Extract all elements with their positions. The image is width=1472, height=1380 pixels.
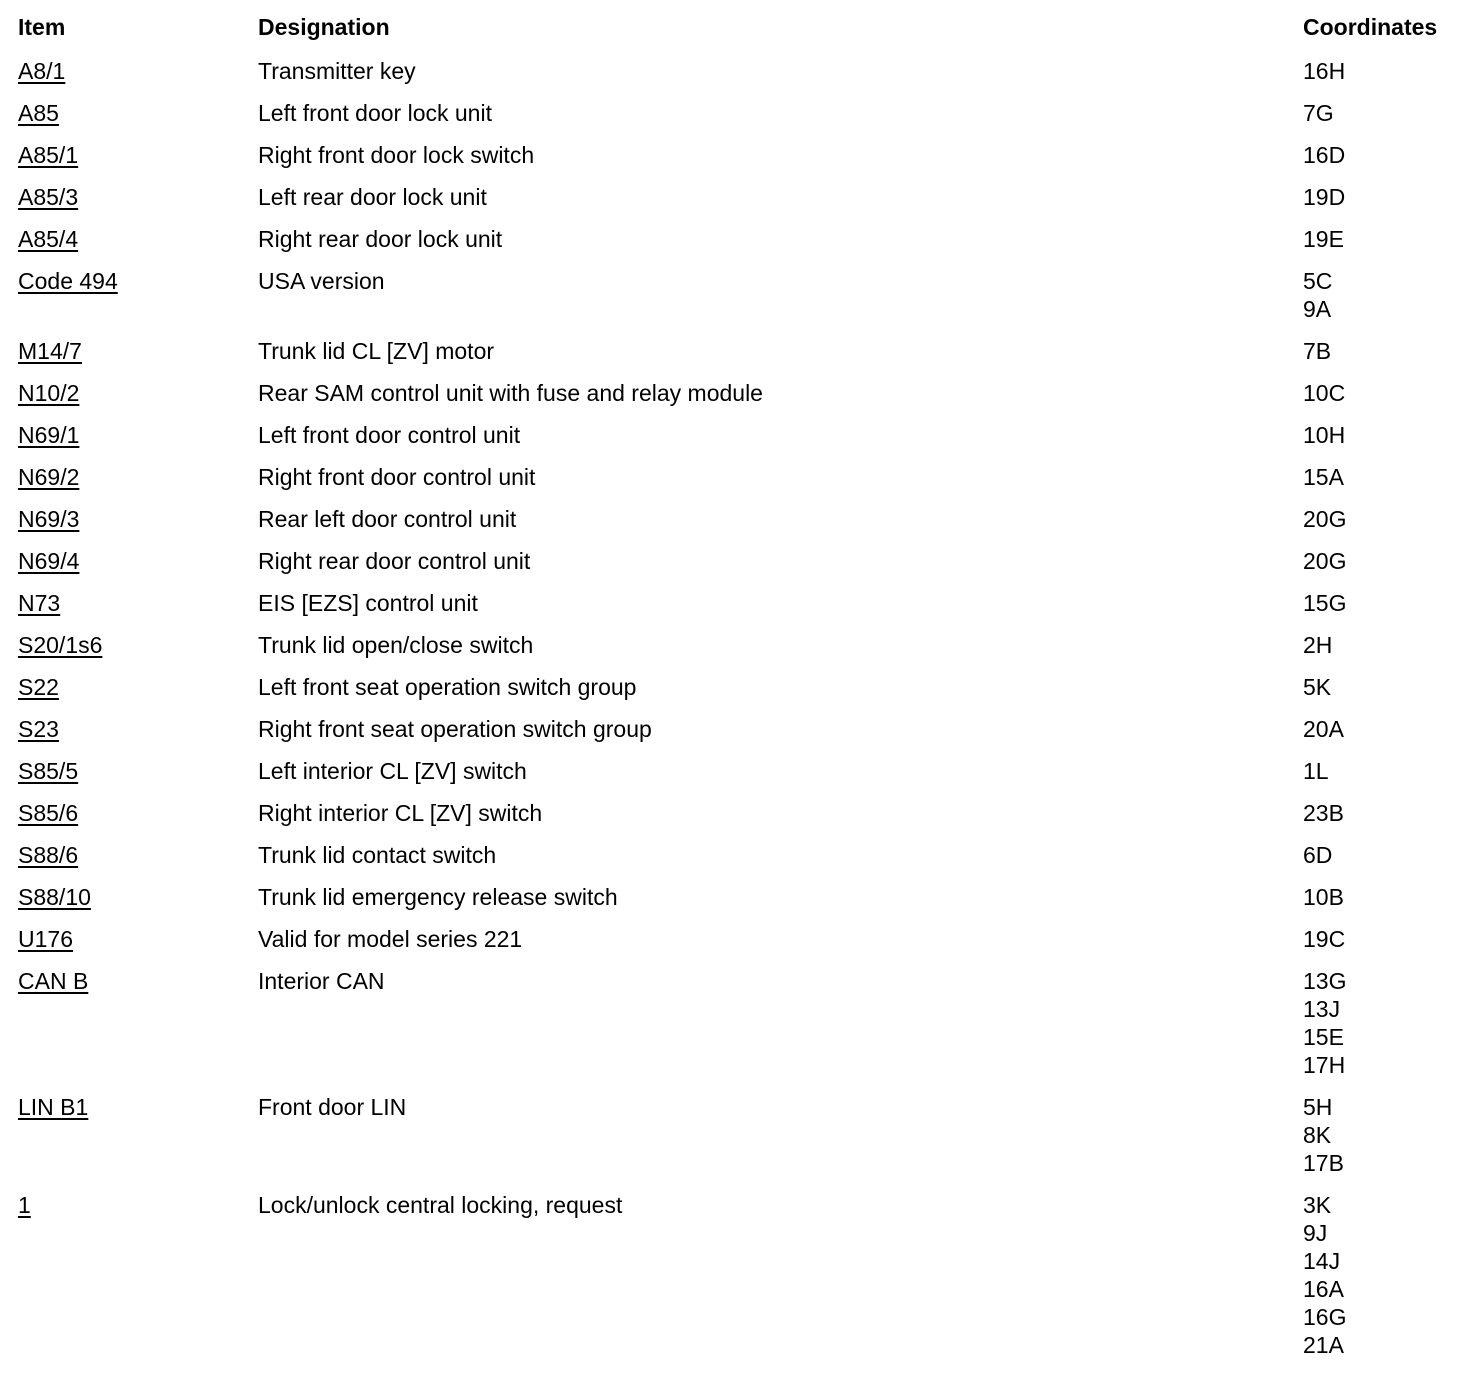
designation-cell: Rear left door control unit	[258, 506, 517, 532]
coordinate-value: 20A	[1303, 716, 1344, 742]
table-row	[0, 533, 1472, 575]
item-link[interactable]: A85/3	[18, 184, 79, 210]
coordinate-value: 16G	[1303, 1304, 1347, 1330]
table-row	[0, 253, 1472, 323]
table-row	[0, 617, 1472, 659]
coordinates-cell	[1303, 225, 1344, 253]
coordinate-value: 20G	[1303, 506, 1347, 532]
table-row	[0, 365, 1472, 407]
designation-cell: Right interior CL [ZV] switch	[258, 800, 543, 826]
table-row	[0, 575, 1472, 617]
coordinates-cell	[1303, 57, 1345, 85]
coordinate-value: 13J	[1303, 996, 1341, 1022]
coordinate-value: 19D	[1303, 184, 1346, 210]
coordinate-value: 16D	[1303, 142, 1346, 168]
item-link[interactable]: S20/1s6	[18, 632, 103, 658]
coordinate-value: 5C	[1303, 268, 1333, 294]
coordinates-cell	[1303, 673, 1331, 701]
coordinate-value: 23B	[1303, 800, 1344, 826]
item-link[interactable]: N69/4	[18, 548, 80, 574]
item-link[interactable]: S23	[18, 716, 59, 742]
coordinate-value: 19E	[1303, 226, 1344, 252]
coordinate-value: 20G	[1303, 548, 1347, 574]
coordinate-value: 2H	[1303, 632, 1333, 658]
coordinates-cell	[1303, 421, 1345, 449]
coordinates-cell	[1303, 589, 1346, 617]
table-header	[0, 0, 1472, 43]
designation-cell: Left rear door lock unit	[258, 184, 487, 210]
coordinate-value: 6D	[1303, 842, 1333, 868]
coordinates-cell	[1303, 183, 1345, 211]
item-link[interactable]: A85/1	[18, 142, 79, 168]
table-row	[0, 953, 1472, 1079]
coordinates-cell	[1303, 337, 1331, 365]
coordinate-value: 8K	[1303, 1122, 1332, 1148]
table-row	[0, 743, 1472, 785]
item-link[interactable]: A85/4	[18, 226, 79, 252]
coordinates-cell	[1303, 267, 1332, 323]
header-coordinates: Coordinates	[1303, 14, 1438, 40]
item-link[interactable]: N73	[18, 590, 61, 616]
coordinates-cell	[1303, 1093, 1344, 1177]
table-row	[0, 323, 1472, 365]
item-link[interactable]: N69/3	[18, 506, 80, 532]
designation-cell: Trunk lid CL [ZV] motor	[258, 338, 495, 364]
designation-cell: Right rear door control unit	[258, 548, 531, 574]
designation-cell: Trunk lid emergency release switch	[258, 884, 618, 910]
designation-cell: Left front door lock unit	[258, 100, 492, 126]
designation-cell: Lock/unlock central locking, request	[258, 1192, 623, 1218]
coordinate-value: 7G	[1303, 100, 1334, 126]
coordinate-value: 13G	[1303, 968, 1347, 994]
coordinate-value: 3K	[1303, 1192, 1332, 1218]
table-row	[0, 701, 1472, 743]
designation-cell: Left front seat operation switch group	[258, 674, 637, 700]
header-designation: Designation	[258, 14, 390, 40]
coordinates-cell	[1303, 505, 1346, 533]
designation-cell: Valid for model series 221	[258, 926, 523, 952]
table-row	[0, 1177, 1472, 1359]
coordinate-value: 5K	[1303, 674, 1332, 700]
table-row	[0, 869, 1472, 911]
item-link[interactable]: U176	[18, 926, 73, 952]
table-row	[0, 85, 1472, 127]
table-row	[0, 911, 1472, 953]
designation-cell: Right rear door lock unit	[258, 226, 503, 252]
item-link[interactable]: Code 494	[18, 268, 118, 294]
item-link[interactable]: S22	[18, 674, 59, 700]
coordinate-value: 7B	[1303, 338, 1332, 364]
table-row	[0, 827, 1472, 869]
coordinate-value: 10B	[1303, 884, 1344, 910]
coordinate-value: 17H	[1303, 1052, 1346, 1078]
designation-cell: Front door LIN	[258, 1094, 407, 1120]
coordinates-cell	[1303, 463, 1344, 491]
coordinate-value: 15G	[1303, 590, 1347, 616]
item-link[interactable]: S88/6	[18, 842, 79, 868]
item-link[interactable]: M14/7	[18, 338, 82, 364]
coordinate-value: 5H	[1303, 1094, 1333, 1120]
table-row	[0, 1079, 1472, 1177]
item-link[interactable]: A85	[18, 100, 59, 126]
designation-cell: Trunk lid contact switch	[258, 842, 497, 868]
coordinate-value: 16H	[1303, 58, 1346, 84]
table-row	[0, 659, 1472, 701]
coordinates-cell	[1303, 799, 1344, 827]
table-row	[0, 43, 1472, 85]
table-row	[0, 785, 1472, 827]
coordinates-cell	[1303, 841, 1332, 869]
designation-cell: EIS [EZS] control unit	[258, 590, 478, 616]
item-link[interactable]: S88/10	[18, 884, 91, 910]
coordinate-value: 15E	[1303, 1024, 1344, 1050]
coordinates-cell	[1303, 757, 1329, 785]
coordinate-value: 15A	[1303, 464, 1344, 490]
table-row	[0, 127, 1472, 169]
table-row	[0, 211, 1472, 253]
coordinates-cell	[1303, 99, 1334, 127]
designation-cell: Right front door lock switch	[258, 142, 535, 168]
table-row	[0, 169, 1472, 211]
designation-cell: Interior CAN	[258, 968, 385, 994]
coordinate-value: 10H	[1303, 422, 1346, 448]
coordinate-value: 21A	[1303, 1332, 1344, 1358]
designation-cell: USA version	[258, 268, 385, 294]
item-link[interactable]: S85/6	[18, 800, 79, 826]
coordinate-value: 1L	[1303, 758, 1329, 784]
designation-cell: Left front door control unit	[258, 422, 521, 448]
table-body	[0, 43, 1472, 1359]
coordinates-cell	[1303, 1191, 1346, 1359]
item-link[interactable]: N69/1	[18, 422, 80, 448]
coordinate-value: 16A	[1303, 1276, 1344, 1302]
designation-cell: Trunk lid open/close switch	[258, 632, 534, 658]
table-row	[0, 407, 1472, 449]
coordinates-cell	[1303, 379, 1345, 407]
coordinate-value: 10C	[1303, 380, 1346, 406]
item-link[interactable]: 1	[18, 1192, 31, 1218]
item-link[interactable]: CAN B	[18, 968, 89, 994]
designation-cell: Left interior CL [ZV] switch	[258, 758, 527, 784]
item-link[interactable]: LIN B1	[18, 1094, 89, 1120]
coordinates-cell	[1303, 631, 1332, 659]
designation-cell: Rear SAM control unit with fuse and relay module	[258, 380, 763, 406]
table-row	[0, 449, 1472, 491]
coordinates-cell	[1303, 715, 1344, 743]
designation-cell: Right front door control unit	[258, 464, 536, 490]
item-link[interactable]: N10/2	[18, 380, 80, 406]
coordinate-value: 9J	[1303, 1220, 1328, 1246]
designation-cell: Right front seat operation switch group	[258, 716, 652, 742]
coordinates-cell	[1303, 925, 1345, 953]
coordinate-value: 14J	[1303, 1248, 1341, 1274]
coordinate-value: 9A	[1303, 296, 1332, 322]
item-link[interactable]: N69/2	[18, 464, 80, 490]
coordinate-value: 19C	[1303, 926, 1346, 952]
coordinates-cell	[1303, 967, 1346, 1079]
coordinates-cell	[1303, 141, 1345, 169]
designation-cell: Transmitter key	[258, 58, 416, 84]
coordinate-value: 17B	[1303, 1150, 1344, 1176]
table-row	[0, 491, 1472, 533]
item-link[interactable]: S85/5	[18, 758, 79, 784]
coordinates-cell	[1303, 547, 1346, 575]
item-link[interactable]: A8/1	[18, 58, 66, 84]
header-item: Item	[18, 14, 66, 40]
coordinates-cell	[1303, 883, 1344, 911]
